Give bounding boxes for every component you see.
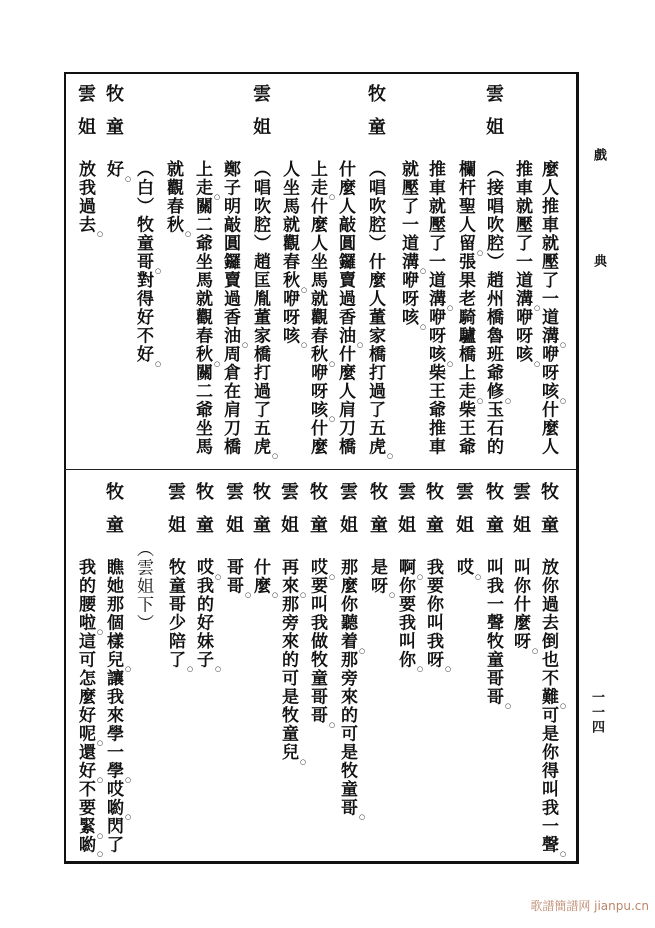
speaker-label: 雲姐: [395, 482, 416, 548]
speaker-label: 雲姐: [223, 482, 244, 548]
speaker-label: 雲姐: [483, 84, 504, 150]
speaker-label: 牧童: [367, 482, 388, 548]
speaker-label: 雲姐: [453, 482, 474, 548]
text-line: 就觀春秋○: [163, 160, 192, 238]
text-line: 好○: [103, 160, 132, 183]
text-line: 哎○要叫我做牧童哥哥○: [307, 558, 336, 729]
text-line: 上走○關二爺坐馬就觀春秋○關二爺坐馬: [192, 160, 221, 456]
text-line: 再來○那旁來的可是牧童兒○: [278, 558, 307, 766]
text-line: 那麼你聽着○那旁來的可是牧童哥○: [337, 558, 366, 821]
text-line: 放我過去○: [75, 160, 104, 238]
text-line: 啊○你要我叫你○: [395, 558, 424, 673]
text-line: （唱吹腔）趙匡胤董家橋打過了五虎○: [250, 160, 279, 460]
speaker-label: 牧童: [538, 482, 559, 548]
text-line: 我要你叫我呀○: [423, 558, 452, 673]
running-header-1: 戲: [591, 148, 606, 161]
text-line: （唱吹腔）什麼人董家橋打過了五虎○: [365, 160, 394, 460]
text-line: 放你過去倒也不難○可是你得叫我一聲○: [538, 558, 567, 858]
speaker-label: 牧童: [193, 482, 214, 548]
speaker-label: 牧童: [483, 482, 504, 548]
text-line: 叫你什麼呀○: [510, 558, 539, 655]
text-line: 牧童哥少陪了○: [165, 558, 194, 673]
text-line: 哎○我的好妹子○: [193, 558, 222, 673]
text-line: 瞧她那個樣兒○讓我來學一學○哎喲○閃了: [103, 558, 132, 854]
speaker-label: 雲姐: [278, 482, 299, 548]
text-line: 推車就壓了一道溝○咿呀咳○柴王爺推車: [425, 160, 454, 456]
speaker-label: 牧童: [423, 482, 444, 548]
text-line: 什麼人敲圓鑼賣過香油○什麼人肩刀橋: [335, 160, 364, 456]
text-line: 哎○: [453, 558, 482, 581]
text-line: 什麼○: [250, 558, 279, 599]
text-line: 上走○什麼人坐馬就觀春秋○咿呀咳○什麼: [307, 160, 336, 456]
text-line: 是呀○: [367, 558, 396, 599]
speaker-label: 牧童: [307, 482, 328, 548]
speaker-label: 牧童: [250, 482, 271, 548]
watermark: 歌譜簡譜网 jianpu.cn: [530, 899, 649, 913]
speaker-label: 牧童: [103, 482, 124, 548]
speaker-label: 牧童: [365, 84, 386, 150]
text-line: 哥哥○: [223, 558, 252, 599]
running-header-2: 典: [591, 254, 606, 267]
text-line: 我的腰啦○這可怎麼好呢○還好○不要緊○喲○: [75, 558, 104, 858]
speaker-label: 雲姐: [250, 84, 271, 150]
text-line: （白）牧童哥○對得好不好○: [133, 160, 162, 368]
speaker-label: 雲姐: [165, 482, 186, 548]
text-line: （接唱吹腔）趙州橋魯班爺修○玉石的: [483, 160, 512, 456]
stage-direction: （雲姐下）: [133, 540, 153, 633]
text-line: 推車就壓了一道溝○咿呀咳○: [512, 160, 541, 368]
speaker-label: 雲姐: [75, 84, 96, 150]
page-number: 一一四: [589, 690, 604, 735]
text-line: 叫我一聲牧童哥哥○: [483, 558, 512, 710]
speaker-label: 雲姐: [510, 482, 531, 548]
text-line: 就壓了一道溝○咿呀咳○: [398, 160, 427, 331]
text-line: 人坐馬就觀春秋○咿呀咳○: [279, 160, 308, 349]
text-line: 鄭子明敲圓鑼賣過香油○周倉在肩刀橋: [220, 160, 249, 456]
speaker-label: 雲姐: [337, 482, 358, 548]
text-line: 麼人推車就壓了一道溝○咿呀咳○什麼人: [538, 160, 567, 456]
speaker-label: 牧童: [103, 84, 124, 150]
section-divider: [64, 469, 577, 470]
text-line: 欄杆聖人留○張果老騎驢橋上走○柴王爺: [455, 160, 484, 456]
